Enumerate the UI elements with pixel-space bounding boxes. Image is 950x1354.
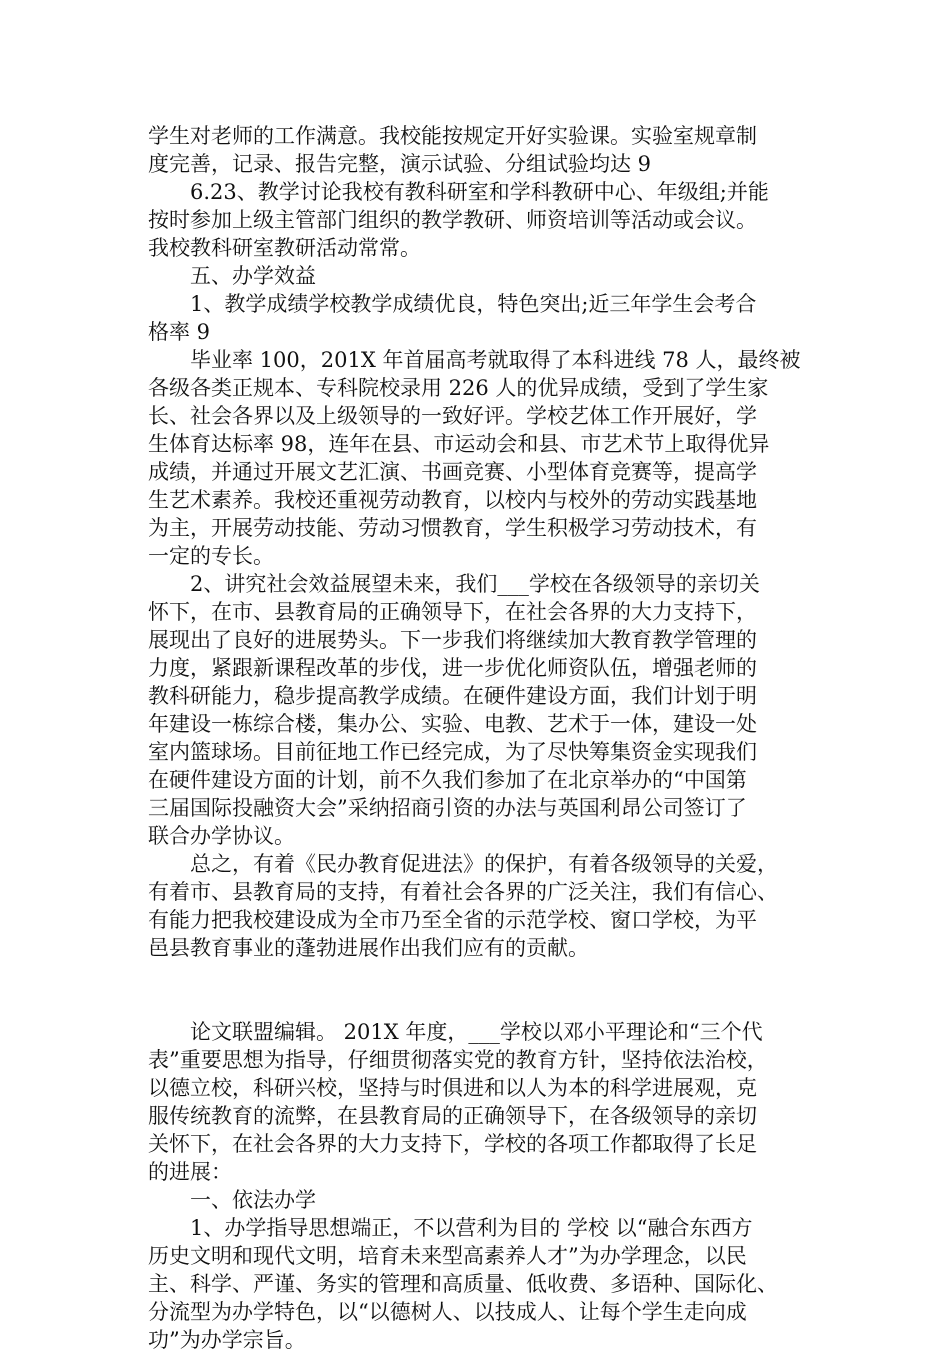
text-line: 总之，有着《民办教育促进法》的保护，有着各级领导的关爱， <box>148 852 778 876</box>
text-line: 为主，开展劳动技能、劳动习惯教育，学生积极学习劳动技术，有 <box>148 516 757 540</box>
text-line: 生体育达标率 98，连年在县、市运动会和县、市艺术节上取得优异 <box>148 432 770 456</box>
text-line: 力度，紧跟新课程改革的步伐，进一步优化师资队伍，增强老师的 <box>148 656 757 680</box>
text-line: 室内篮球场。目前征地工作已经完成，为了尽快筹集资金实现我们 <box>148 740 757 764</box>
text-line: 各级各类正规本、专科院校录用 226 人的优异成绩，受到了学生家 <box>148 376 769 400</box>
text-line: 教科研能力，稳步提高教学成绩。在硬件建设方面，我们计划于明 <box>148 684 757 708</box>
text-line: 邑县教育事业的蓬勃进展作出我们应有的贡献。 <box>148 936 589 960</box>
text-line: 6.23、教学讨论我校有教科研室和学科教研中心、年级组;并能 <box>148 180 769 204</box>
text-line: 三届国际投融资大会”采纳招商引资的办法与英国利昂公司签订了 <box>148 796 747 820</box>
text-line: 有着市、县教育局的支持，有着社会各界的广泛关注，我们有信心、 <box>148 880 778 904</box>
text-line: 服传统教育的流弊，在县教育局的正确领导下，在各级领导的亲切 <box>148 1104 757 1128</box>
text-line: 有能力把我校建设成为全市乃至全省的示范学校、窗口学校，为平 <box>148 908 757 932</box>
text-line: 我校教科研室教研活动常常。 <box>148 236 421 260</box>
text-line: 格率 9 <box>148 320 211 344</box>
text-line: 一定的专长。 <box>148 544 274 568</box>
text-line: 长、社会各界以及上级领导的一致好评。学校艺体工作开展好，学 <box>148 404 757 428</box>
text-line: 在硬件建设方面的计划，前不久我们参加了在北京举办的“中国第 <box>148 768 747 792</box>
text-line: 联合办学协议。 <box>148 824 295 848</box>
text-line: 成绩，并通过开展文艺汇演、书画竞赛、小型体育竞赛等，提高学 <box>148 460 757 484</box>
text-line: 表”重要思想为指导，仔细贯彻落实党的教育方针，坚持依法治校， <box>148 1048 768 1072</box>
text-line: 年建设一栋综合楼，集办公、实验、电教、艺术于一体，建设一处 <box>148 712 757 736</box>
text-line: 以德立校，科研兴校，坚持与时俱进和以人为本的科学进展观，克 <box>148 1076 757 1100</box>
text-line: 按时参加上级主管部门组织的教学教研、师资培训等活动或会议。 <box>148 208 757 232</box>
text-line: 展现出了良好的进展势头。下一步我们将继续加大教育教学管理的 <box>148 628 757 652</box>
section-heading: 一、依法办学 <box>148 1188 316 1212</box>
text-line: 度完善，记录、报告完整，演示试验、分组试验均达 9 <box>148 152 652 176</box>
text-line: 1、教学成绩学校教学成绩优良，特色突出;近三年学生会考合 <box>148 292 757 316</box>
text-line: 2、讲究社会效益展望未来，我们___学校在各级领导的亲切关 <box>148 572 760 596</box>
text-line: 历史文明和现代文明，培育未来型高素养人才”为办学理念，以民 <box>148 1244 747 1268</box>
text-line: 关怀下，在社会各界的大力支持下，学校的各项工作都取得了长足 <box>148 1132 757 1156</box>
text-line: 生艺术素养。我校还重视劳动教育，以校内与校外的劳动实践基地 <box>148 488 757 512</box>
text-line: 学生对老师的工作满意。我校能按规定开好实验课。实验室规章制 <box>148 124 757 148</box>
text-line: 功”为办学宗旨。 <box>148 1328 306 1352</box>
section-heading: 五、办学效益 <box>148 264 316 288</box>
text-line: 怀下，在市、县教育局的正确领导下，在社会各界的大力支持下， <box>148 600 757 624</box>
text-line: 1、办学指导思想端正，不以营利为目的 学校 以“融合东西方 <box>148 1216 753 1240</box>
text-line: 分流型为办学特色，以“以德树人、以技成人、让每个学生走向成 <box>148 1300 747 1324</box>
text-line: 论文联盟编辑。 201X 年度，___学校以邓小平理论和“三个代 <box>148 1020 763 1044</box>
text-line: 毕业率 100，201X 年首届高考就取得了本科进线 78 人，最终被 <box>148 348 801 372</box>
text-line: 的进展： <box>148 1160 232 1184</box>
text-line: 主、科学、严谨、务实的管理和高质量、低收费、多语种、国际化、 <box>148 1272 778 1296</box>
